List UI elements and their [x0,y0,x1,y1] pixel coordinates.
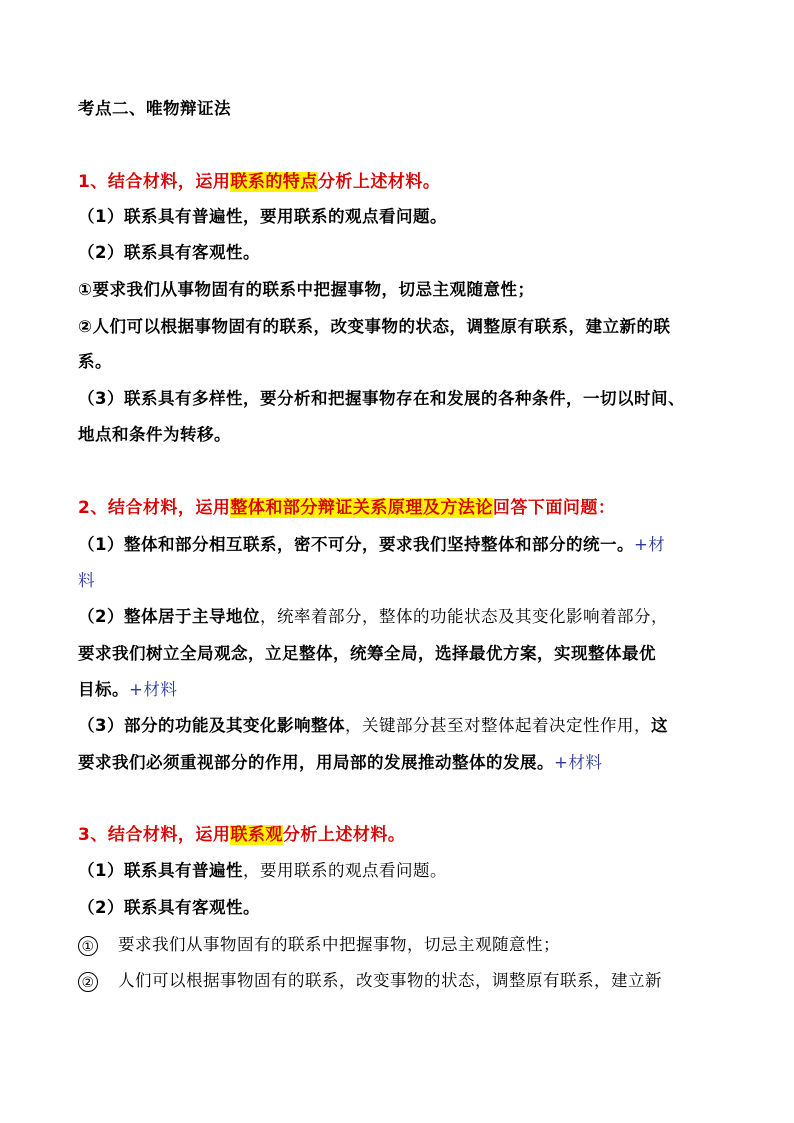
q2-point-2-bold: （2）整体居于主导地位 [78,607,260,626]
q2-point-3-plus: +材料 [554,753,603,772]
q3-point-2-sub-1-text: 要求我们从事物固有的联系中把握事物，切忌主观随意性； [118,935,560,954]
section-heading: 考点二、唯物辩证法 [78,99,231,118]
circled-two-icon: ② [78,972,98,992]
q1-point-2: （2）联系具有客观性。 [78,243,260,262]
q3-title-suffix: 分析上述材料。 [282,825,406,845]
q2-point-3-bold: （3）部分的功能及其变化影响整体 [78,716,345,735]
q1-title-highlight: 联系的特点 [230,172,318,192]
question-3-title [78,824,405,846]
q2-point-1-text: （1）整体和部分相互联系，密不可分，要求我们坚持整体和部分的统一。 [78,535,634,554]
q2-title-prefix: 2、结合材料，运用 [78,498,231,518]
q1-point-2-sub-1: ①要求我们从事物固有的联系中把握事物，切忌主观随意性； [78,280,535,299]
q2-point-3-cont-text: 要求我们必须重视部分的作用，用局部的发展推动整体的发展。 [78,753,554,772]
q3-point-2-sub-2-text: 人们可以根据事物固有的联系，改变事物的状态，调整原有联系，建立新 [118,971,662,990]
q2-title-suffix: 回答下面问题： [492,498,616,518]
q2-point-2-rest: ，统率着部分，整体的功能状态及其变化影响着部分， [259,607,668,626]
q1-point-3: （3）联系具有多样性，要分析和把握事物存在和发展的各种条件，一切以时间、 [78,389,685,408]
q2-point-3-rest: ，关键部分甚至对整体起着决定性作用， [344,716,651,735]
q3-point-2-sub-2 [78,970,662,992]
q1-point-2-sub-2-cont: 系。 [78,352,112,371]
q2-point-2-end-text: 目标。 [78,680,129,699]
circled-one-icon: ① [78,936,98,956]
q3-title-prefix: 3、结合材料，运用 [78,825,231,845]
q2-point-2 [78,606,668,628]
q2-point-2-plus: +材料 [129,680,178,699]
q2-point-2-end [78,679,177,701]
q2-point-2-cont: 要求我们树立全局观念，立足整体，统筹全局，选择最优方案，实现整体最优 [78,644,656,663]
q2-point-1 [78,534,665,556]
q2-point-3-cont [78,752,602,774]
q2-point-1-plus: +材 [633,535,666,554]
q1-point-1: （1）联系具有普遍性，要用联系的观点看问题。 [78,207,447,226]
q2-point-1-cont: 料 [78,571,95,590]
q3-point-1 [78,860,447,882]
q3-point-2: （2）联系具有客观性。 [78,898,260,917]
q1-point-2-sub-2: ②人们可以根据事物固有的联系，改变事物的状态，调整原有联系，建立新的联 [78,317,671,336]
question-1-title [78,171,440,193]
q3-point-1-rest: ，要用联系的观点看问题。 [242,861,447,880]
q3-title-highlight: 联系观 [230,825,283,845]
q3-point-1-bold: （1）联系具有普遍性 [78,861,243,880]
q1-point-3-cont: 地点和条件为转移。 [78,425,231,444]
q1-title-suffix: 分析上述材料。 [317,172,441,192]
q2-point-3 [78,715,668,737]
q1-title-prefix: 1、结合材料，运用 [78,172,231,192]
question-2-title [78,497,615,519]
q2-title-highlight: 整体和部分辩证关系原理及方法论 [230,498,493,518]
q3-point-2-sub-1 [78,934,560,956]
q2-point-3-end: 这 [650,716,668,735]
